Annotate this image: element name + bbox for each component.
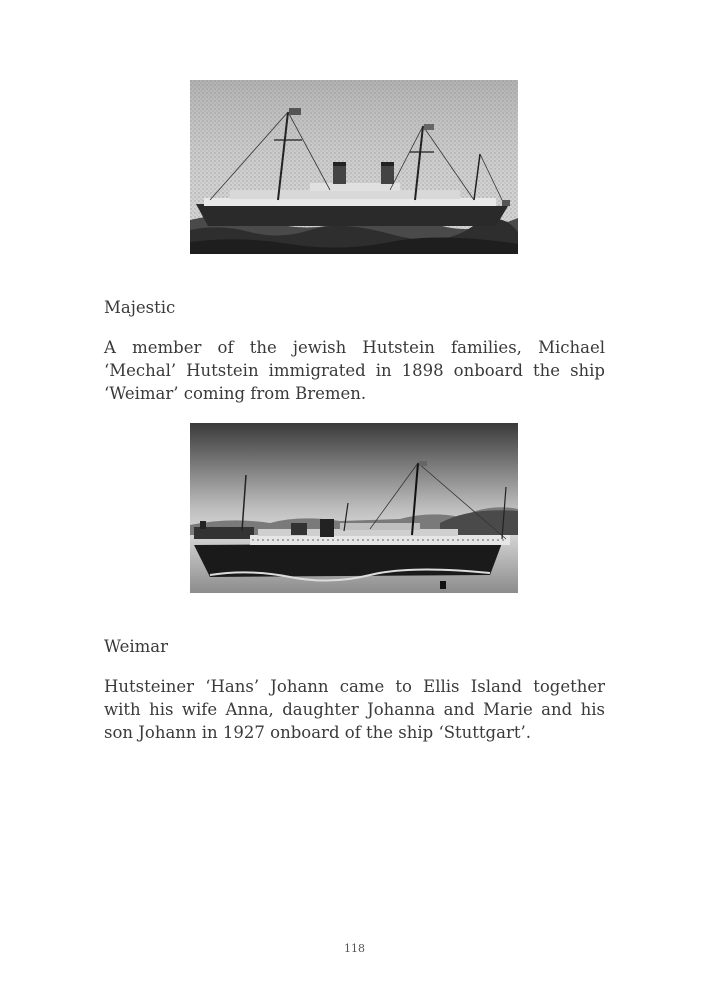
majestic-ship-image: [190, 80, 518, 254]
page-number: 118: [344, 942, 365, 955]
paragraph-hutsteiner: Hutsteiner ‘Hans’ Johann came to Ellis Island together with his wife Anna, daughter Johanna and Marie and his son Johann in 1927 onboard of the ship ‘Stuttgart’.: [104, 677, 605, 742]
ship-photograph-image: [190, 423, 518, 593]
figure-caption-majestic: Majestic: [104, 298, 176, 317]
figure-caption-weimar: Weimar: [104, 637, 169, 656]
weimar-ship-image: [190, 423, 518, 593]
ship-engraving-image: [190, 80, 518, 254]
paragraph-hutstein: A member of the jewish Hutstein families, Michael ‘Mechal’ Hutstein immigrated in 1898 onboard the ship ‘Weimar’ coming from Bremen.: [104, 338, 605, 403]
